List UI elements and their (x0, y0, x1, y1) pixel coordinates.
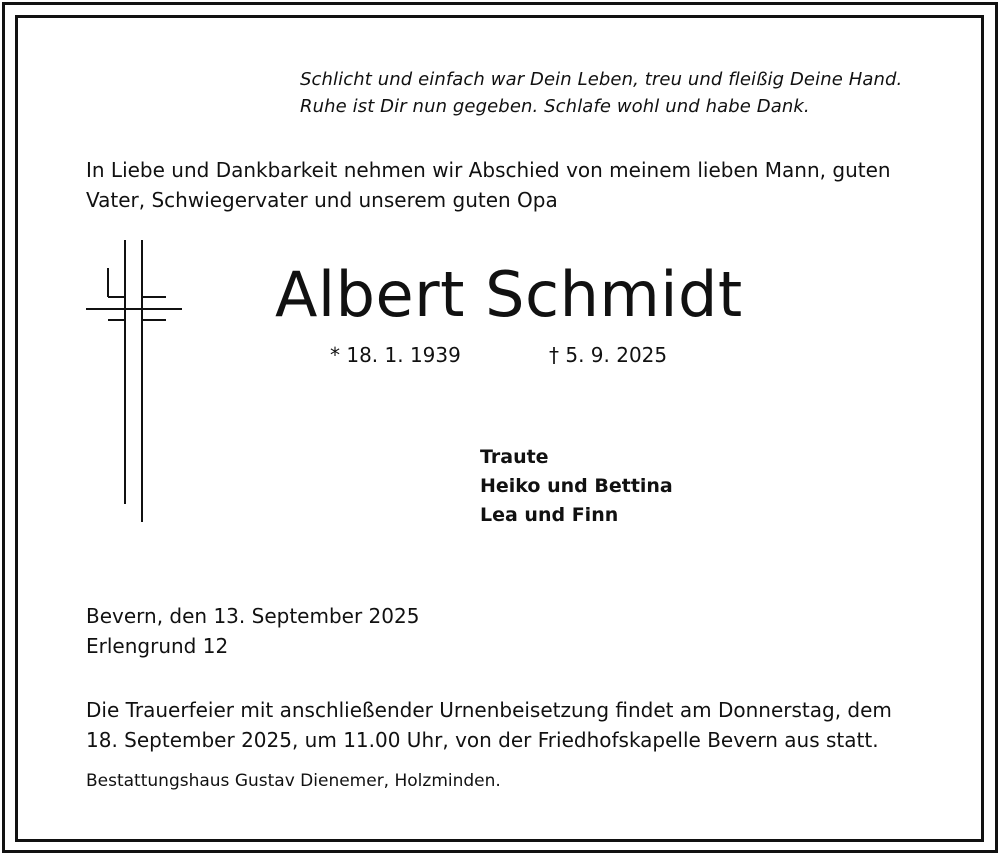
verse-line-2: Ruhe ist Dir nun gegeben. Schlafe wohl und habe Dank. (300, 96, 810, 117)
intro-line-2: Vater, Schwiegervater und unserem guten Opa (86, 188, 558, 212)
family-member: Lea und Finn (480, 504, 619, 526)
memorial-verse (300, 66, 902, 120)
family-list (480, 443, 673, 530)
verse-line-1: Schlicht und einfach war Dein Leben, treu und fleißig Deine Hand. (300, 69, 903, 90)
family-member: Traute (480, 446, 549, 468)
intro-text (86, 155, 891, 215)
ceremony-notice (86, 695, 926, 755)
place-and-address (86, 601, 419, 661)
cross-icon (86, 240, 182, 525)
intro-line-1: In Liebe und Dankbarkeit nehmen wir Abschied von meinem lieben Mann, guten (86, 158, 891, 182)
undertaker-credit: Bestattungshaus Gustav Dienemer, Holzminden. (86, 771, 501, 791)
family-member: Heiko und Bettina (480, 475, 673, 497)
place-date: Bevern, den 13. September 2025 (86, 604, 420, 628)
death-date: † 5. 9. 2025 (549, 343, 668, 367)
birth-date: * 18. 1. 1939 (330, 343, 461, 367)
ceremony-line-2: 18. September 2025, um 11.00 Uhr, von der Friedhofskapelle Bevern aus statt. (86, 728, 879, 752)
deceased-name: Albert Schmidt (275, 258, 743, 331)
ceremony-line-1: Die Trauerfeier mit anschließender Urnenbeisetzung findet am Donnerstag, dem (86, 698, 892, 722)
street-address: Erlengrund 12 (86, 634, 229, 658)
